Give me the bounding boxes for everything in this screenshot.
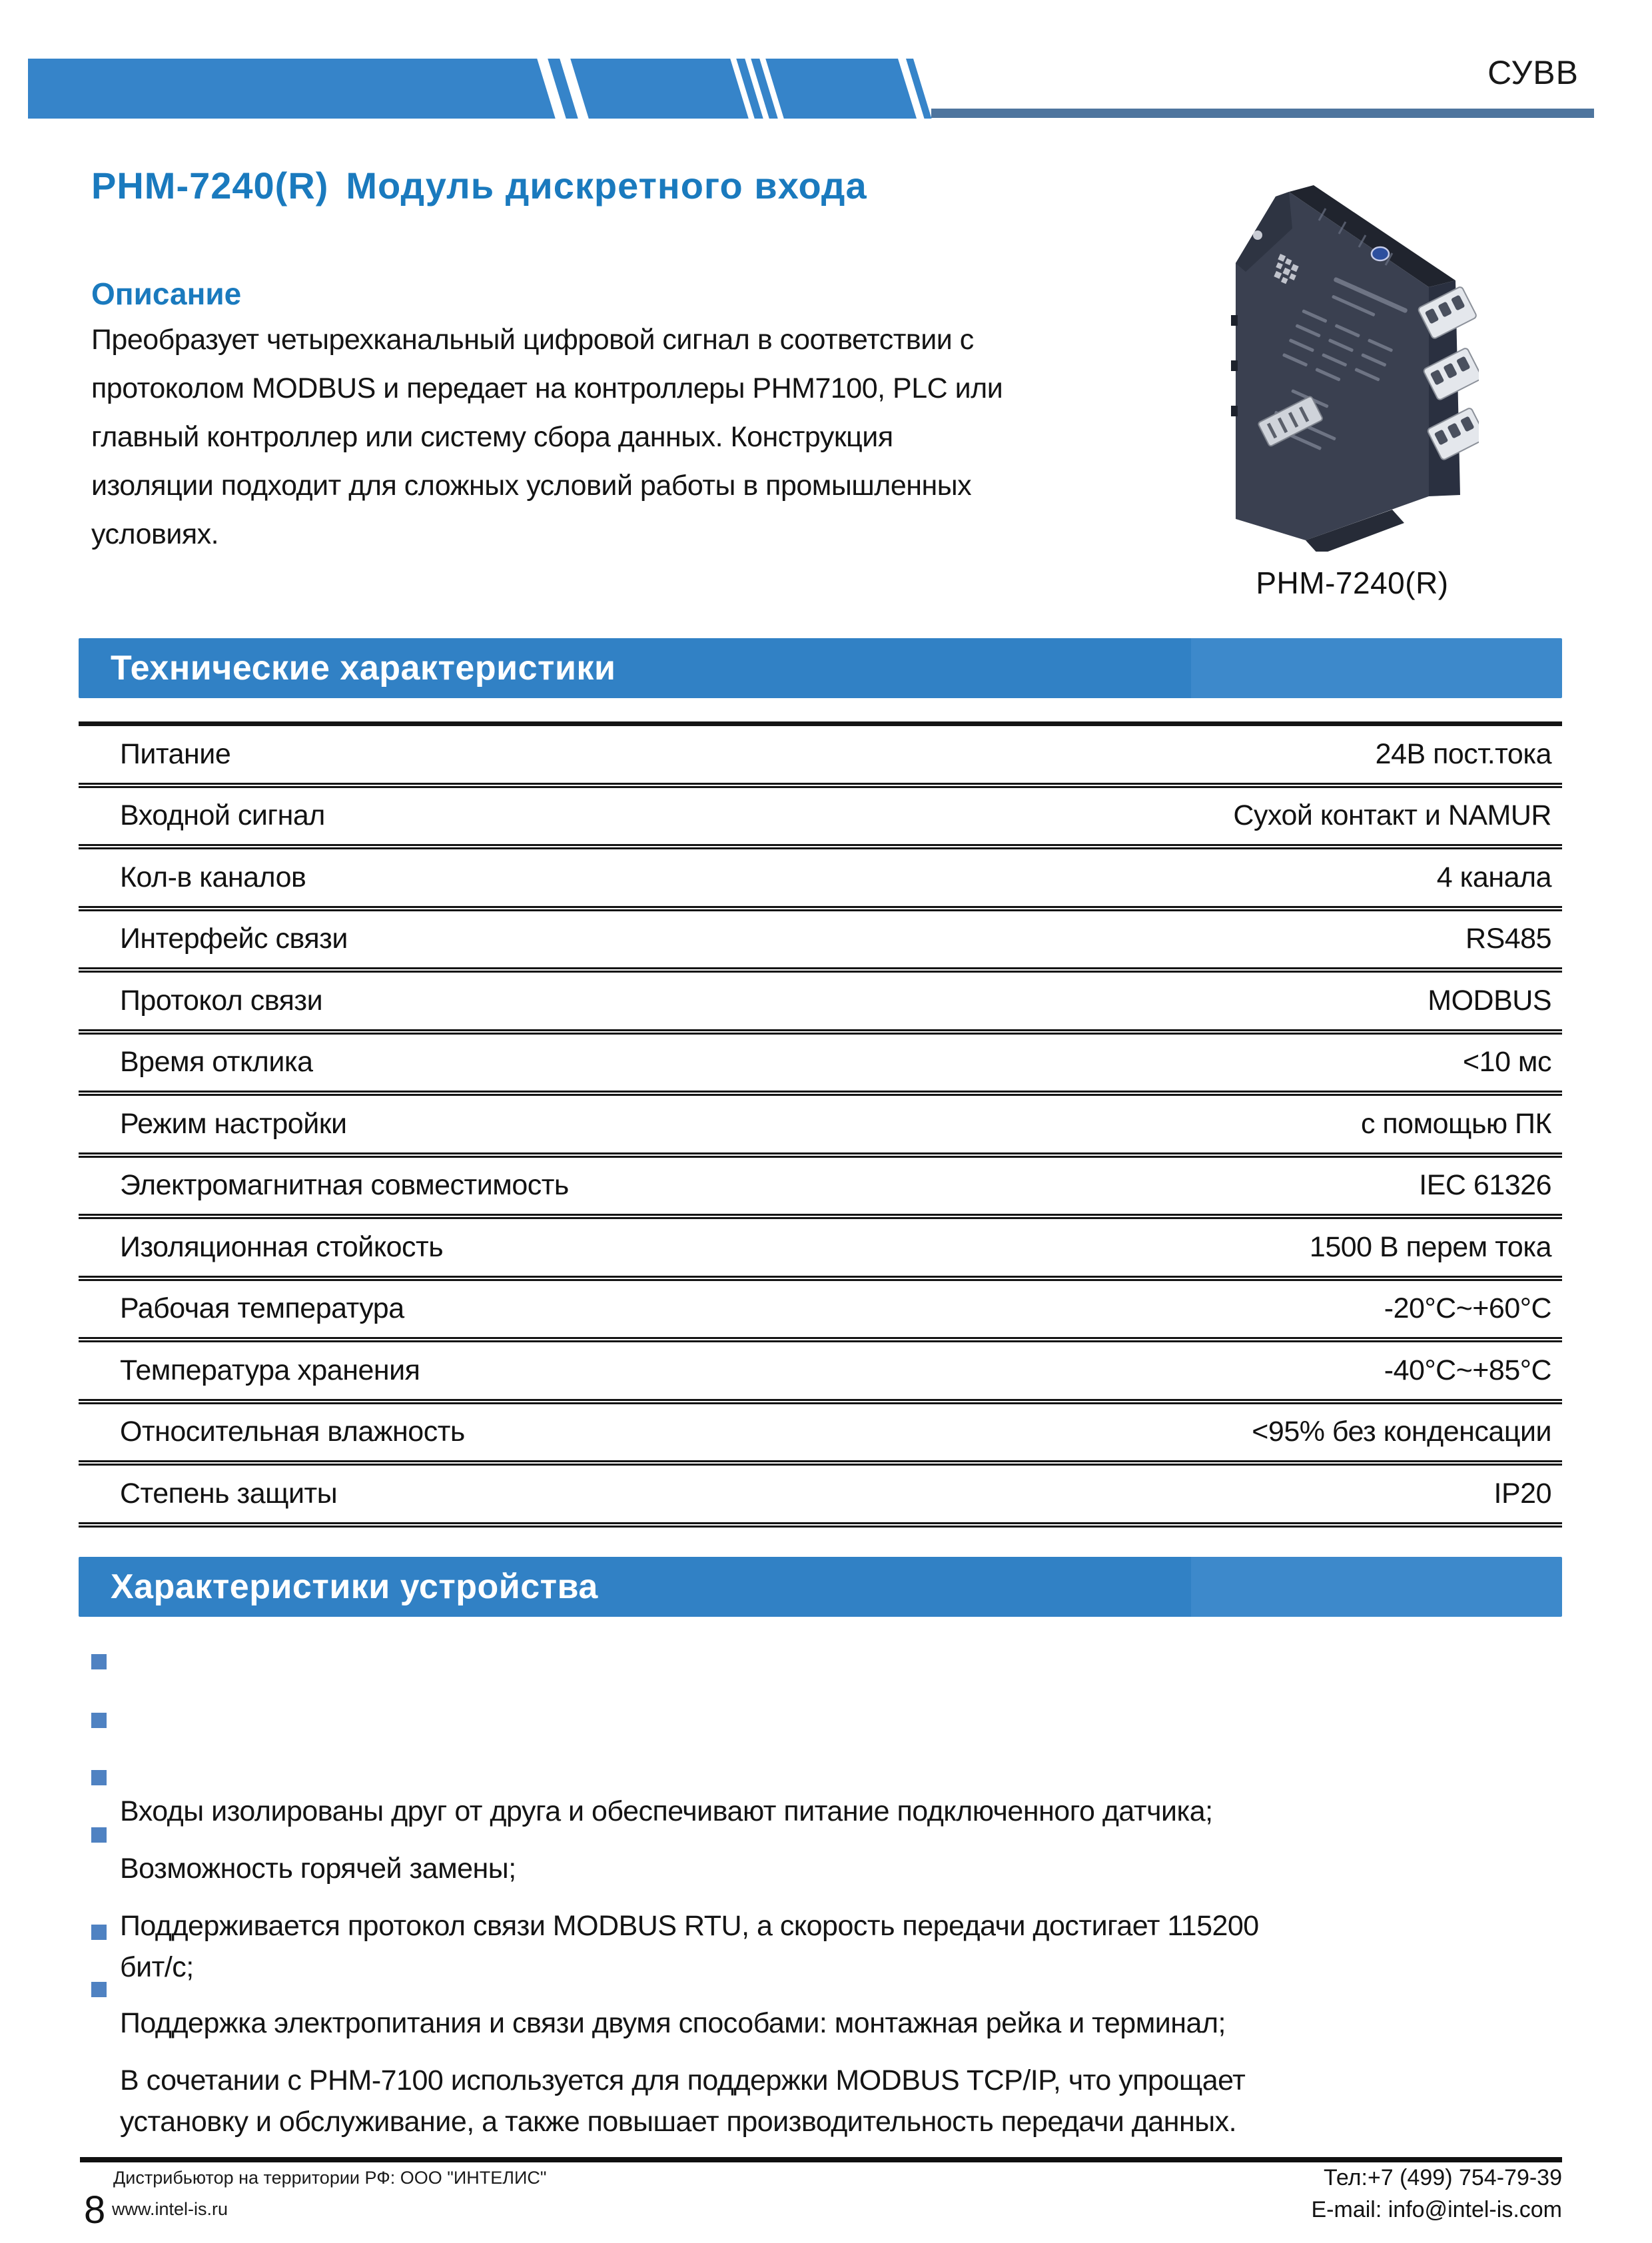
description-heading: Описание bbox=[91, 276, 242, 311]
bullet-icon bbox=[91, 1827, 107, 1843]
spec-label: Электромагнитная совместимость bbox=[120, 1169, 569, 1202]
spec-label: Относительная влажность bbox=[120, 1416, 465, 1448]
spec-label: Температура хранения bbox=[120, 1354, 420, 1386]
spec-label: Интерфейс связи bbox=[120, 923, 348, 955]
table-row bbox=[79, 1158, 1562, 1220]
product-name: Модуль дискретного входа bbox=[346, 165, 867, 207]
header-banner bbox=[28, 59, 926, 119]
description-text: Преобразует четырехканальный цифровой сигнал в соответствии с протоколом MODBUS и передает на контроллеры PHM7100, PLC или главный контроллер или систему сбора данных. Конструкция изоляции подходит для сложных условий работы в промышленных условиях. bbox=[91, 324, 1003, 550]
footer-phone: Тел:+7 (499) 754-79-39 bbox=[1324, 2165, 1562, 2190]
list-item bbox=[91, 1977, 1557, 2142]
header-rule bbox=[931, 109, 1594, 118]
spec-value: 4 канала bbox=[1436, 861, 1551, 893]
table-row bbox=[79, 788, 1562, 850]
spec-label: Режим настройки bbox=[120, 1107, 347, 1140]
spec-label: Степень защиты bbox=[120, 1477, 338, 1510]
spec-label: Изоляционная стойкость bbox=[120, 1230, 444, 1263]
bullet-icon bbox=[91, 1982, 107, 1997]
table-row bbox=[79, 1404, 1562, 1466]
spec-value: MODBUS bbox=[1428, 984, 1551, 1017]
feature-text: В сочетании с PHM-7100 используется для поддержки MODBUS TCP/IP, что упрощает установку и обслуживание, а также повышает производительность передачи данных. bbox=[120, 2064, 1246, 2138]
footer-website-link[interactable]: www.intel-is.ru bbox=[112, 2199, 228, 2219]
bullet-icon bbox=[91, 1925, 107, 1940]
spec-value: Сухой контакт и NAMUR bbox=[1233, 799, 1551, 832]
table-row bbox=[79, 911, 1562, 973]
page-number: 8 bbox=[84, 2188, 106, 2232]
spec-value: -20°C~+60°C bbox=[1384, 1292, 1551, 1325]
section-header-features: Характеристики устройства bbox=[79, 1557, 1562, 1617]
bullet-icon bbox=[91, 1713, 107, 1728]
spec-value: -40°C~+85°C bbox=[1384, 1354, 1551, 1386]
spec-value: <95% без конденсации bbox=[1252, 1416, 1551, 1448]
spec-label: Входной сигнал bbox=[120, 799, 325, 832]
feature-text: Возможность горячей замены; bbox=[120, 1853, 516, 1885]
table-row bbox=[79, 849, 1562, 911]
spec-value: <10 мс bbox=[1463, 1046, 1551, 1079]
spec-value: RS485 bbox=[1465, 923, 1551, 955]
spec-value: IEC 61326 bbox=[1419, 1169, 1551, 1202]
feature-text: Поддерживается протокол связи MODBUS RTU, а скорость передачи достигает 115200 бит/с; bbox=[120, 1910, 1259, 1983]
table-row bbox=[79, 1096, 1562, 1158]
table-row bbox=[79, 1219, 1562, 1281]
brand-logo-text: СУВВ bbox=[1487, 54, 1579, 91]
footer-distributor: Дистрибьютор на территории РФ: ООО "ИНТЕЛИС" bbox=[113, 2168, 547, 2188]
spec-label: Кол-в каналов bbox=[120, 861, 306, 893]
table-row bbox=[79, 726, 1562, 788]
bullet-icon bbox=[91, 1654, 107, 1669]
feature-text: Входы изолированы друг от друга и обеспечивают питание подключенного датчика; bbox=[120, 1795, 1213, 1827]
spec-label: Протокол связи bbox=[120, 984, 323, 1017]
spec-value: IP20 bbox=[1493, 1477, 1551, 1510]
table-row bbox=[79, 1466, 1562, 1528]
spec-value: 24В пост.тока bbox=[1375, 737, 1551, 770]
table-row bbox=[79, 973, 1562, 1035]
spec-label: Рабочая температура bbox=[120, 1292, 404, 1325]
product-caption: PHM-7240(R) bbox=[1256, 566, 1449, 600]
table-row bbox=[79, 1342, 1562, 1404]
product-model: PHM-7240(R) bbox=[91, 165, 329, 207]
footer-rule bbox=[80, 2157, 1562, 2162]
product-image bbox=[1226, 179, 1479, 552]
table-row bbox=[79, 1035, 1562, 1097]
page-title bbox=[91, 164, 867, 207]
spec-value: 1500 В перем тока bbox=[1309, 1230, 1551, 1263]
section-header-specs: Технические характеристики bbox=[79, 638, 1562, 698]
spec-label: Питание bbox=[120, 737, 231, 770]
spec-value: с помощью ПК bbox=[1360, 1107, 1551, 1140]
spec-table bbox=[79, 721, 1562, 1528]
feature-text: Поддержка электропитания и связи двумя способами: монтажная рейка и терминал; bbox=[120, 2007, 1226, 2039]
bullet-icon bbox=[91, 1770, 107, 1785]
spec-label: Время отклика bbox=[120, 1046, 313, 1079]
footer-email-link[interactable]: E-mail: info@intel-is.com bbox=[1311, 2197, 1562, 2222]
table-row bbox=[79, 1281, 1562, 1343]
